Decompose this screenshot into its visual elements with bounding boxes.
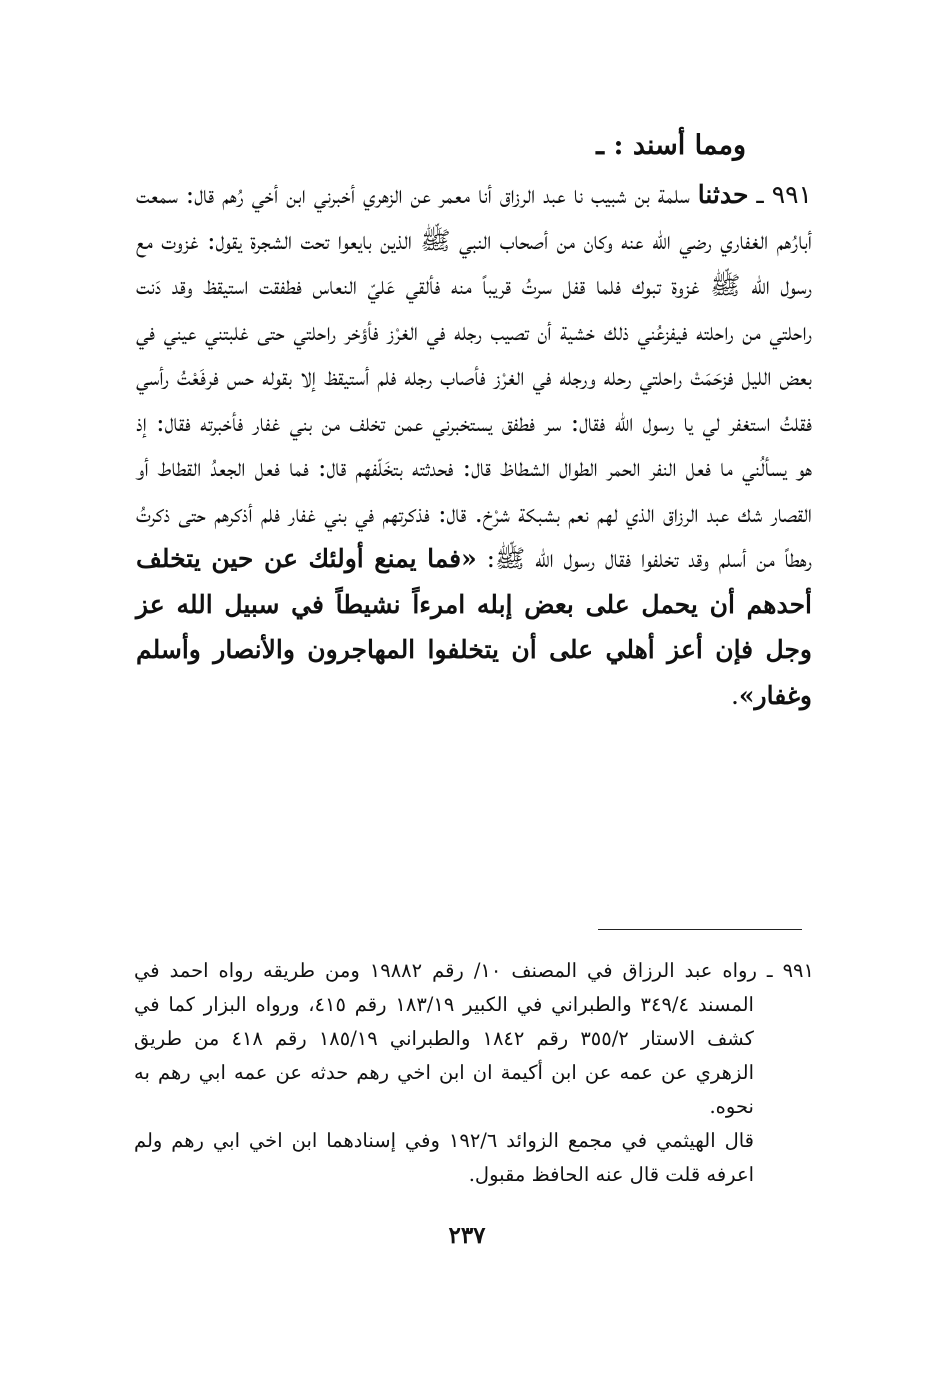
hadith-text [136,172,812,718]
hadith-intro: حدثنا [697,180,749,209]
footnote-divider [598,929,802,930]
hadith-narration: سلمة بن شبيب نا عبد الرزاق أنا معمر عن الزهري أخبرني ابن أخي رُهم قال: سمعت أبارُهم الغفاري رضي الله عنه وكان من أصحاب النبي ﷺ الذين بايعوا تحت الشجرة يقول: غزوت مع رسول الله ﷺ غزوة تبوك فلما قفل سرتُ قريباً منه فألقي عَليّ النعاس فطفقت استيقظ وقد دَنت راحلتي من راحلته فيفزعُني ذلك خشية أن تصيب رجله في الغرْز فأؤخر راحلتي حتى غلبتني عيني في بعض الليل فزحَمَتْ راحلتي رحله ورجله في الغرْز فأصاب رجله فلم أستيقظ إلا بقوله حس فرفَعْتُ رأسي فقلتُ استغفر لي يا رسول الله فقال: سر فطفق يستخبرني عمن تخلف من بني غفار فأخبرته فقال: إذ هو يسألُني ما فعل النفر الحمر الطوال الشطاظ قال: فحدثته بتخَلّفهم قال: فما فعل الجعدُ القطاط أو القصار شك عبد الرزاق الذي لهم نعم بشبكة شرْخ. قال: فذكرتهم في بني غفار فلم أذكرهم حتى ذكرتُ رهطاً من أسلم وقد تخلفوا فقال رسول الله ﷺ: [136,180,812,573]
prophetic-quote: «فما يمنع أولئك عن حين يتخلف أحدهم أن يحمل على بعض إبله امرءاً نشيطاً في سبيل الله عز وجل فإن أعز أهلي على أن يتخلفوا المهاجرون والأنصار وأسلم وغفار» [136,544,812,710]
footnotes [134,954,814,1192]
page-number: ٢٣٧ [448,1222,486,1249]
footnote-takhrij: ٩٩١ ـ رواه عبد الرزاق في المصنف ١٠/ رقم ١٩٨٨٢ ومن طريقه رواه احمد في المسند ٣٤٩/٤ والطبراني في الكبير ١٨٣/١٩ رقم ٤١٥، ورواه البزار كما في كشف الاستار ٣٥٥/٢ رقم ١٨٤٢ والطبراني ١٨٥/١٩ رقم ٤١٨ من طريق الزهري عن عمه عن ابن أكيمة ان ابن اخي رهم حدثه عن عمه ابي رهم به نحوه. [134,959,814,1118]
footnote-haythami: قال الهيثمي في مجمع الزوائد ١٩٢/٦ وفي إسنادهما ابن اخي ابي رهم ولم اعرفه قلت قال عنه الحافظ مقبول. [134,1129,754,1186]
hadith-ending: . [730,680,739,710]
hadith-paragraph [136,172,812,718]
section-heading: ومما أسند : ـ [596,130,746,161]
hadith-number: ٩٩١ ـ [756,180,812,209]
